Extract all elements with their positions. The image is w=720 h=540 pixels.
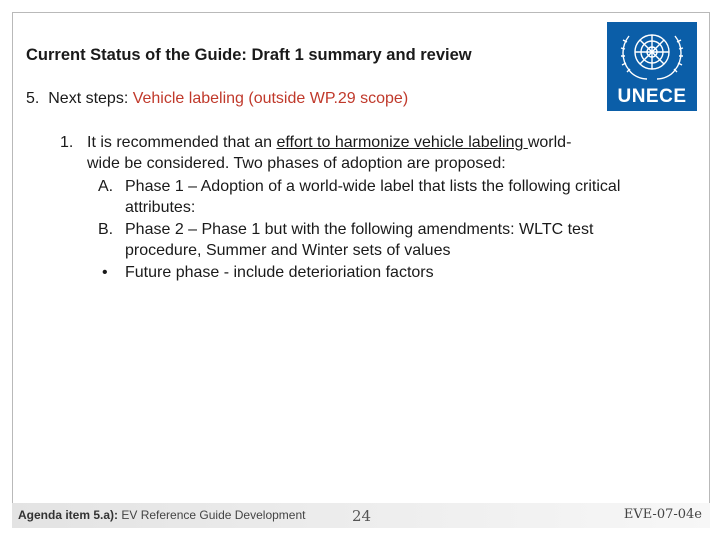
- item-1-marker: 1.: [60, 134, 74, 151]
- subtitle-prefix: 5. Next steps:: [26, 90, 133, 107]
- footer-agenda-label: Agenda item 5.a):: [18, 508, 119, 522]
- item-b-line-1: Phase 2 – Phase 1 but with the following amendments: WLTC test: [125, 221, 594, 238]
- subtitle-highlight: Vehicle labeling (outside WP.29 scope): [132, 90, 409, 107]
- un-emblem-icon: [607, 22, 697, 84]
- item-a-marker: A.: [98, 178, 114, 195]
- item-1-post: world-: [527, 134, 572, 151]
- item-1-underlined: effort to harmonize vehicle labeling: [276, 134, 528, 151]
- footer-agenda: [18, 508, 305, 522]
- item-1-line-2: wide be considered. Two phases of adoption are proposed:: [87, 155, 506, 172]
- item-1-pre: It is recommended that an: [87, 134, 277, 151]
- document-code: EVE-07-04e: [623, 507, 702, 522]
- logo-text: UNECE: [617, 86, 687, 107]
- slide-footer: [12, 503, 710, 528]
- item-1-line-1: [87, 132, 571, 154]
- slide-subtitle: [26, 90, 408, 108]
- item-b-line-2: procedure, Summer and Winter sets of values: [125, 242, 451, 259]
- item-a-line-2: attributes:: [125, 199, 196, 216]
- item-a-line-1: Phase 1 – Adoption of a world-wide label that lists the following critical: [125, 178, 621, 195]
- bullet-text: Future phase - include deterioriation factors: [125, 264, 434, 281]
- unece-logo: [607, 22, 697, 111]
- footer-agenda-text: EV Reference Guide Development: [118, 508, 306, 522]
- page-number: 24: [352, 507, 372, 525]
- item-b-marker: B.: [98, 221, 114, 238]
- slide-title: Current Status of the Guide: Draft 1 summary and review: [26, 46, 472, 64]
- bullet-marker: •: [102, 264, 108, 281]
